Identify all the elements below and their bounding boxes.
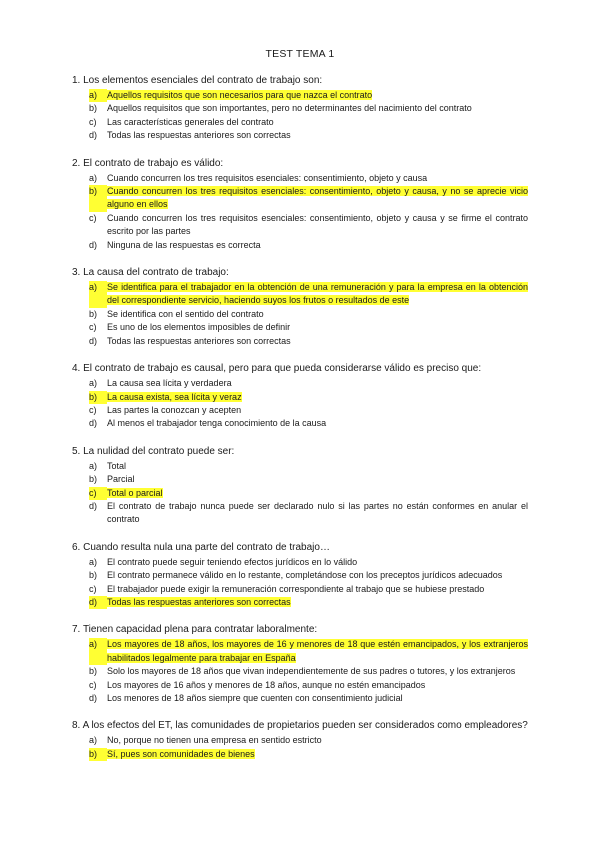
option-letter: b) [89, 748, 107, 761]
option-text: Ninguna de las respuestas es correcta [107, 239, 261, 250]
option-text-wrap [107, 487, 528, 500]
option-text: Parcial [107, 474, 135, 485]
option-text: Los mayores de 16 años y menores de 18 años, aunque no estén emancipados [107, 679, 426, 690]
option-text: Cuando concurren los tres requisitos esenciales: consentimiento, objeto y causa y se firme el contrato escrito por las partes [107, 212, 528, 237]
question-3 [72, 266, 528, 348]
option-text: Aquellos requisitos que son necesarios para que nazca el contrato [107, 90, 373, 100]
option-text: Total o parcial [107, 487, 163, 498]
option-text: Se identifica para el trabajador en la obtención de una remuneración y para la empresa en la obtención del correspondiente servicio, haciendo suyos los frutos o resultados de este [107, 282, 528, 306]
answer-option [89, 377, 528, 390]
question-text: 1. Los elementos esenciales del contrato de trabajo son: [72, 75, 323, 86]
option-text: Aquellos requisitos que son importantes, pero no determinantes del nacimiento del contrato [107, 103, 472, 114]
option-text: Solo los mayores de 18 años que vivan independientemente de sus padres o tutores, y los extranjeros [107, 666, 516, 677]
option-text-wrap [107, 556, 528, 569]
answer-option [89, 556, 528, 569]
option-letter: d) [89, 130, 98, 141]
option-text: Sí, pues son comunidades de bienes [107, 748, 255, 759]
option-letter: c) [89, 116, 97, 127]
question-text: 3. La causa del contrato de trabajo: [72, 267, 229, 279]
option-text: Total [107, 460, 127, 471]
answer-options [72, 638, 528, 705]
answer-option [89, 335, 528, 348]
answer-option [89, 583, 528, 596]
option-text-wrap [107, 583, 528, 596]
answer-option [89, 569, 528, 582]
option-text-wrap [107, 404, 528, 417]
answer-option [89, 460, 528, 473]
option-text-wrap [107, 116, 528, 129]
option-text-wrap [107, 185, 528, 212]
option-letter: a) [89, 281, 107, 308]
question-text: 4. El contrato de trabajo es causal, pero para que pueda considerarse válido es preciso que: [72, 363, 482, 375]
question-text: 6. Cuando resulta nula una parte del contrato de trabajo… [72, 541, 330, 553]
option-text-wrap [107, 596, 528, 609]
option-letter: a) [89, 638, 107, 665]
question-8 [72, 719, 528, 761]
answer-options [72, 734, 528, 761]
answer-options [72, 460, 528, 527]
option-text-wrap [107, 335, 528, 348]
answer-options [72, 172, 528, 252]
question-list [72, 74, 528, 761]
option-letter: d) [89, 693, 98, 703]
answer-option [89, 665, 528, 678]
answer-option-highlighted [89, 596, 528, 609]
option-text: Todas las respuestas anteriores son correctas [107, 335, 291, 346]
option-text-wrap [107, 321, 528, 334]
option-text-wrap [107, 212, 528, 239]
option-letter: b) [89, 474, 98, 485]
option-text-wrap [107, 417, 528, 430]
option-letter: b) [89, 185, 107, 212]
option-letter: d) [89, 239, 98, 250]
option-letter: c) [89, 404, 97, 415]
question-6 [72, 541, 528, 610]
answer-option-highlighted [89, 748, 528, 761]
option-text: Las partes la conozcan y acepten [107, 404, 242, 415]
option-text-wrap [107, 500, 528, 527]
option-text: Cuando concurren los tres requisitos esenciales: consentimiento, objeto y causa, y no se aprecie vicio alguno en ellos [107, 186, 528, 210]
option-letter: c) [89, 212, 97, 223]
option-text-wrap [107, 281, 528, 308]
option-text-wrap [107, 638, 528, 665]
option-letter: a) [89, 378, 98, 389]
option-text-wrap [107, 692, 528, 705]
answer-option [89, 500, 528, 527]
option-text-wrap [107, 569, 528, 582]
option-letter: c) [89, 322, 97, 333]
answer-option [89, 734, 528, 747]
option-letter: a) [89, 172, 98, 183]
option-text-wrap [107, 460, 528, 473]
option-letter: b) [89, 308, 98, 319]
answer-option [89, 239, 528, 252]
option-letter: d) [89, 596, 107, 609]
option-text: Los mayores de 18 años, los mayores de 16 y menores de 18 que estén emancipados, y los extranjeros habilitados legalmente para trabajar en España [107, 639, 528, 663]
answer-option [89, 321, 528, 334]
question-2 [72, 157, 528, 252]
option-text-wrap [107, 679, 528, 692]
question-text: 7. Tienen capacidad plena para contratar laboralmente: [72, 624, 318, 636]
option-text: Los menores de 18 años siempre que cuenten con consentimiento judicial [107, 693, 403, 703]
option-text: Cuando concurren los tres requisitos esenciales: consentimiento, objeto y causa [107, 172, 428, 183]
answer-option [89, 308, 528, 321]
option-text: Al menos el trabajador tenga conocimiento de la causa [107, 418, 327, 429]
option-letter: c) [89, 487, 107, 500]
option-text-wrap [107, 377, 528, 390]
answer-option [89, 116, 528, 129]
option-text-wrap [107, 665, 528, 678]
answer-option [89, 473, 528, 486]
answer-option [89, 172, 528, 185]
question-7 [72, 623, 528, 705]
answer-options [72, 89, 528, 143]
question-text: 2. El contrato de trabajo es válido: [72, 157, 224, 169]
option-letter: d) [89, 418, 98, 429]
option-text: El contrato permanece válido en lo restante, completándose con los preceptos jurídicos adecuados [107, 570, 503, 581]
option-text: La causa exista, sea lícita y veraz [107, 391, 242, 402]
option-text-wrap [107, 748, 528, 761]
answer-option [89, 417, 528, 430]
option-text: La causa sea lícita y verdadera [107, 378, 232, 389]
option-letter: c) [89, 583, 97, 594]
option-text-wrap [107, 102, 528, 115]
answer-options [72, 556, 528, 610]
option-text: Las características generales del contrato [107, 116, 274, 127]
option-text-wrap [107, 391, 528, 404]
option-letter: b) [89, 391, 107, 404]
option-text-wrap [107, 308, 528, 321]
option-letter: c) [89, 679, 97, 690]
page-title: TEST TEMA 1 [265, 48, 335, 60]
option-letter: b) [89, 570, 98, 581]
option-text: No, porque no tienen una empresa en sentido estricto [107, 735, 322, 746]
question-1 [72, 74, 528, 143]
answer-option-highlighted [89, 89, 528, 102]
answer-options [72, 377, 528, 431]
option-letter: d) [89, 335, 98, 346]
answer-option [89, 404, 528, 417]
answer-option-highlighted [89, 391, 528, 404]
option-letter: b) [89, 666, 98, 677]
option-text: Todas las respuestas anteriores son correctas [107, 596, 291, 607]
option-letter: a) [89, 735, 98, 746]
question-text: 8. A los efectos del ET, las comunidades de propietarios pueden ser considerados como empleadores? [72, 720, 528, 732]
option-text-wrap [107, 129, 528, 142]
option-letter: a) [89, 460, 98, 471]
answer-option [89, 212, 528, 239]
option-text: El contrato puede seguir teniendo efectos jurídicos en lo válido [107, 556, 358, 567]
answer-option-highlighted [89, 487, 528, 500]
question-5 [72, 445, 528, 527]
answer-option-highlighted [89, 281, 528, 308]
option-text: Es uno de los elementos imposibles de definir [107, 322, 291, 333]
option-letter: d) [89, 500, 98, 511]
option-letter: a) [89, 556, 98, 567]
question-4 [72, 362, 528, 431]
question-text: 5. La nulidad del contrato puede ser: [72, 445, 235, 457]
option-text-wrap [107, 172, 528, 185]
option-letter: a) [89, 89, 107, 102]
option-text: Se identifica con el sentido del contrato [107, 308, 264, 319]
option-letter: b) [89, 103, 98, 114]
option-text-wrap [107, 734, 528, 747]
option-text-wrap [107, 473, 528, 486]
answer-option [89, 692, 528, 705]
answer-option [89, 102, 528, 115]
answer-option-highlighted [89, 185, 528, 212]
option-text-wrap [107, 89, 528, 102]
option-text-wrap [107, 239, 528, 252]
option-text: Todas las respuestas anteriores son correctas [107, 130, 291, 141]
option-text: El trabajador puede exigir la remuneración correspondiente al trabajo que se hubiese prestado [107, 583, 485, 594]
option-text: El contrato de trabajo nunca puede ser declarado nulo si las partes no están conformes en anular el contrato [107, 500, 528, 525]
answer-option-highlighted [89, 638, 528, 665]
answer-options [72, 281, 528, 348]
answer-option [89, 129, 528, 142]
answer-option [89, 679, 528, 692]
